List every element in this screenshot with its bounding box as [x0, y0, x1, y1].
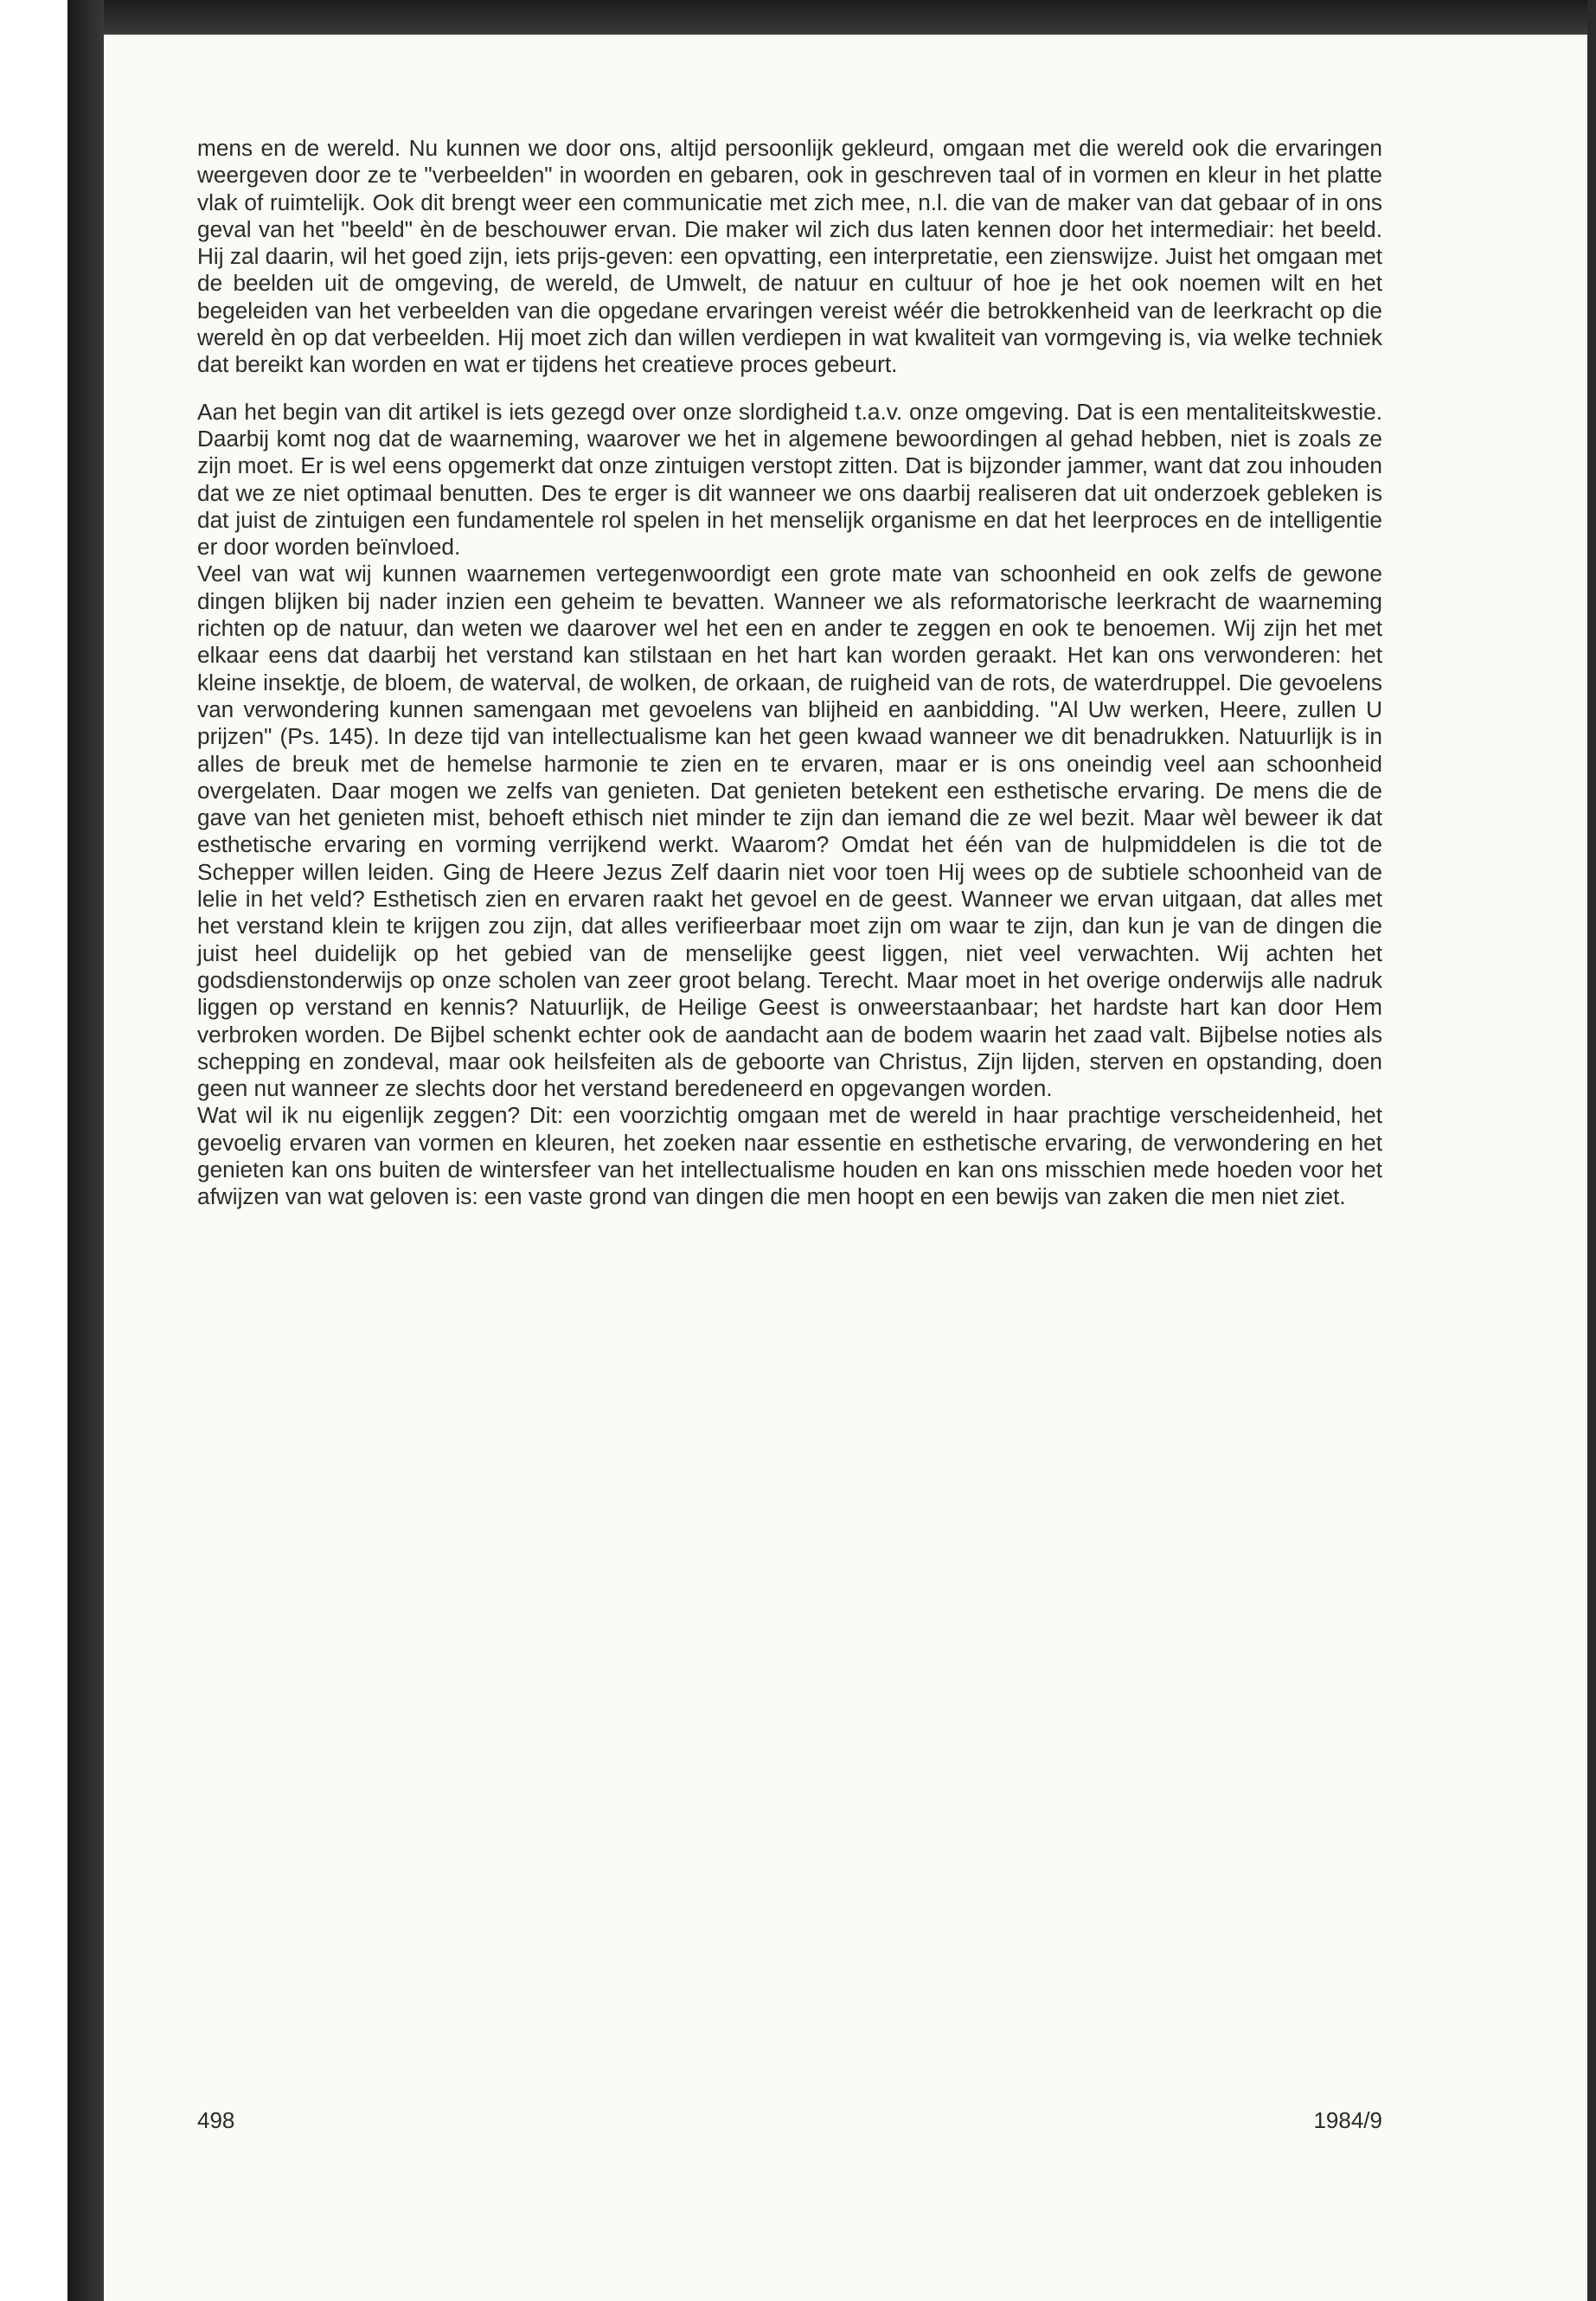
paragraph-3: Veel van wat wij kunnen waarnemen vertegenwoordigt een grote mate van schoonheid en ook zelfs de gewone dingen blijken bij nader inzien een geheim te bevatten. Wanneer we als reformatorische leerkracht de waarneming richten op de natuur, dan weten we daarover wel het een en ander te zeggen en ook te benoemen. Wij zijn het met elkaar eens dat daarbij het verstand kan stilstaan en het hart kan worden geraakt. Het kan ons verwonderen: het kleine insektje, de bloem, de waterval, de wolken, de orkaan, de ruigheid van de rots, de waterdruppel. Die gevoelens van verwondering kunnen samengaan met gevoelens van blijheid en aanbidding. "Al Uw werken, Heere, zullen U prijzen" (Ps. 145). In deze tijd van intellectualisme kan het geen kwaad wanneer we dit benadrukken. Natuurlijk is in alles de breuk met de hemelse harmonie te zien en te ervaren, maar er is ons oneindig veel aan schoonheid overgelaten. Daar mogen we zelfs van genieten. Dat genieten betekent een esthetische ervaring. De mens die de gave van het genieten mist, behoeft ethisch niet minder te zijn dan iemand die ze wel bezit. Maar wèl beweer ik dat esthetische ervaring en vorming verrijkend werkt. Waarom? Omdat het één van de hulpmiddelen is die tot de Schepper willen leiden. Ging de Heere Jezus Zelf daarin niet voor toen Hij wees op de subtiele schoonheid van de lelie in het veld? Esthetisch zien en ervaren raakt het gevoel en de geest. Wanneer we ervan uitgaan, dat alles met het verstand klein te krijgen zou zijn, dat alles verifieerbaar moet zijn om waar te zijn, dan kun je van de dingen die juist heel duidelijk op het gebied van de menselijke geest liggen, niet veel verwachten. Wij achten het godsdienstonderwijs op onze scholen van zeer groot belang. Terecht. Maar moet in het overige onderwijs alle nadruk liggen op verstand en kennis? Natuurlijk, de Heilige Geest is onweerstaanbaar; het hardste hart kan door Hem verbroken worden. De Bijbel schenkt echter ook de aandacht aan de bodem waarin het zaad valt. Bijbelse noties als schepping en zondeval, maar ook heilsfeiten als de geboorte van Christus, Zijn lijden, sterven en opstanding, doen geen nut wanneer ze slechts door het verstand beredeneerd en opgevangen worden. [197, 561, 1382, 1102]
article-body [197, 135, 1382, 1211]
scan-border-top [67, 0, 1596, 35]
page-number: 498 [197, 2107, 235, 2133]
issue-number: 1984/9 [1313, 2107, 1382, 2133]
paragraph-2: Aan het begin van dit artikel is iets gezegd over onze slordigheid t.a.v. onze omgeving. Dat is een mentaliteitskwestie. Daarbij komt nog dat de waarneming, waarover we het in algemene bewoordingen al gehad hebben, niet is zoals ze zijn moet. Er is wel eens opgemerkt dat onze zintuigen verstopt zitten. Dat is bijzonder jammer, want dat zou inhouden dat we ze niet optimaal benutten. Des te erger is dit wanneer we ons daarbij realiseren dat uit onderzoek gebleken is dat juist de zintuigen een fundamentele rol spelen in het menselijk organisme en dat het leerproces en de intelligentie er door worden beïnvloed. [197, 398, 1382, 561]
page-footer [197, 2107, 1382, 2134]
scan-border-left [67, 0, 104, 2301]
scan-border-right [1587, 0, 1596, 2301]
paragraph-4: Wat wil ik nu eigenlijk zeggen? Dit: een voorzichtig omgaan met de wereld in haar prachtige verscheidenheid, het gevoelig ervaren van vormen en kleuren, het zoeken naar essentie en esthetische ervaring, de verwondering en het genieten kan ons buiten de wintersfeer van het intellectualisme houden en kan ons misschien mede hoeden voor het afwijzen van wat geloven is: een vaste grond van dingen die men hoopt en een bewijs van zaken die men niet ziet. [197, 1102, 1382, 1210]
paragraph-1: mens en de wereld. Nu kunnen we door ons, altijd persoonlijk gekleurd, omgaan met die wereld ook die ervaringen weergeven door ze te "verbeelden" in woorden en gebaren, ook in geschreven taal of in vormen en kleur in het platte vlak of ruimtelijk. Ook dit brengt weer een communicatie met zich mee, n.l. die van de maker van dat gebaar of in ons geval van het "beeld" èn de beschouwer ervan. Die maker wil zich dus laten kennen door het intermediair: het beeld. Hij zal daarin, wil het goed zijn, iets prijs-geven: een opvatting, een interpretatie, een zienswijze. Juist het omgaan met de beelden uit de omgeving, de wereld, de Umwelt, de natuur en cultuur of hoe je het ook noemen wilt en het begeleiden van het verbeelden van die opgedane ervaringen vereist wéér die betrokkenheid van de leerkracht op die wereld èn op dat verbeelden. Hij moet zich dan willen verdiepen in wat kwaliteit van vormgeving is, via welke techniek dat bereikt kan worden en wat er tijdens het creatieve proces gebeurt. [197, 135, 1382, 378]
